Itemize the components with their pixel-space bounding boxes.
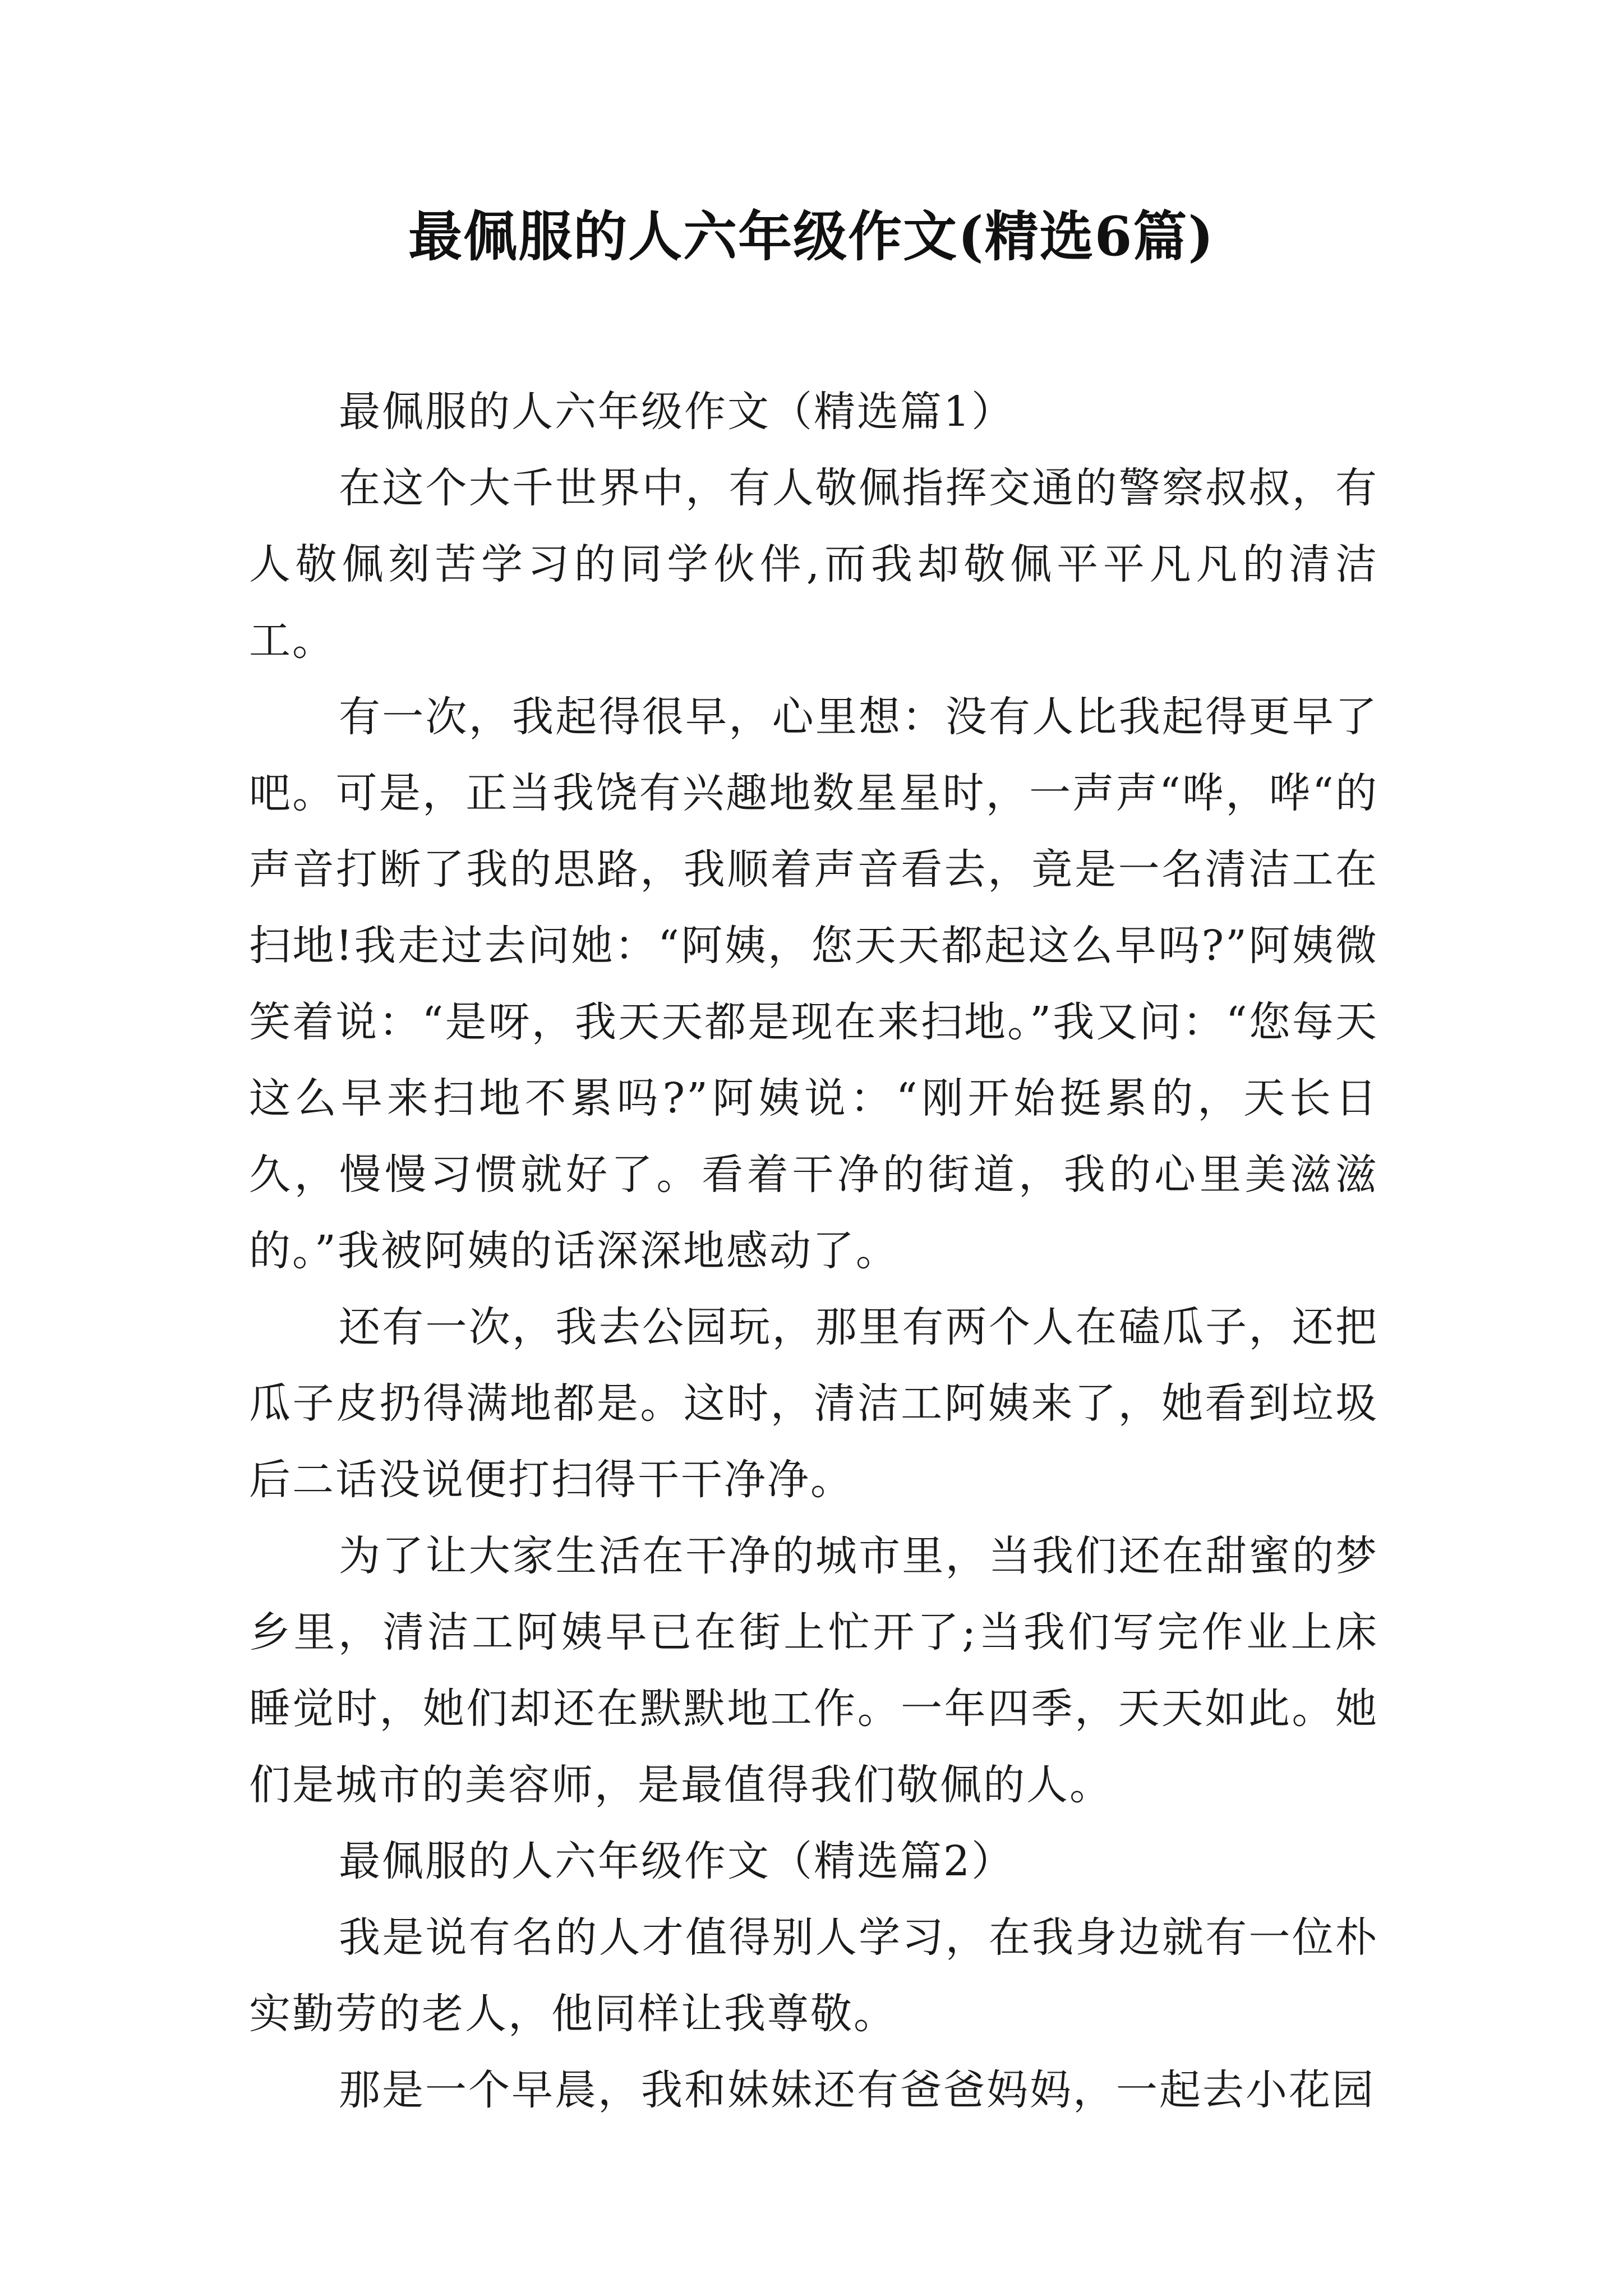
section-heading-1: 最佩服的人六年级作文（精选篇1）	[339, 388, 1015, 436]
paragraph: 在这个大千世界中，有人敬佩指挥交通的警察叔叔，有人敬佩刻苦学习的同学伙伴,而我却敬佩平平凡凡的清洁工。	[249, 464, 1378, 665]
paragraph: 有一次，我起得很早，心里想：没有人比我起得更早了吧。可是，正当我饶有兴趣地数星星时，一声声“哗，哗“的声音打断了我的思路，我顺着声音看去，竟是一名清洁工在扫地!我走过去问她：“阿姨，您天天都起这么早吗?”阿姨微笑着说：“是呀，我天天都是现在来扫地。”我又问：“您每天这么早来扫地不累吗?”阿姨说：“刚开始挺累的，天长日久，慢慢习惯就好了。看着干净的街道，我的心里美滋滋的。”我被阿姨的话深深地感动了。	[249, 693, 1378, 1275]
paragraph: 那是一个早晨，我和妹妹还有爸爸妈妈，一起去小花园	[339, 2066, 1375, 2114]
document-body	[249, 374, 1378, 2128]
paragraph: 还有一次，我去公园玩，那里有两个人在磕瓜子，还把瓜子皮扔得满地都是。这时，清洁工阿姨来了，她看到垃圾后二话没说便打扫得干干净净。	[249, 1303, 1378, 1504]
section-heading-2: 最佩服的人六年级作文（精选篇2）	[339, 1837, 1015, 1885]
paragraph: 我是说有名的人才值得别人学习，在我身边就有一位朴实勤劳的老人，他同样让我尊敬。	[249, 1913, 1378, 2038]
document-title: 最佩服的人六年级作文(精选6篇)	[408, 205, 1215, 268]
paragraph: 为了让大家生活在干净的城市里，当我们还在甜蜜的梦乡里，清洁工阿姨早已在街上忙开了;当我们写完作业上床睡觉时，她们却还在默默地工作。一年四季，天天如此。她们是城市的美容师，是最值得我们敬佩的人。	[249, 1532, 1378, 1809]
